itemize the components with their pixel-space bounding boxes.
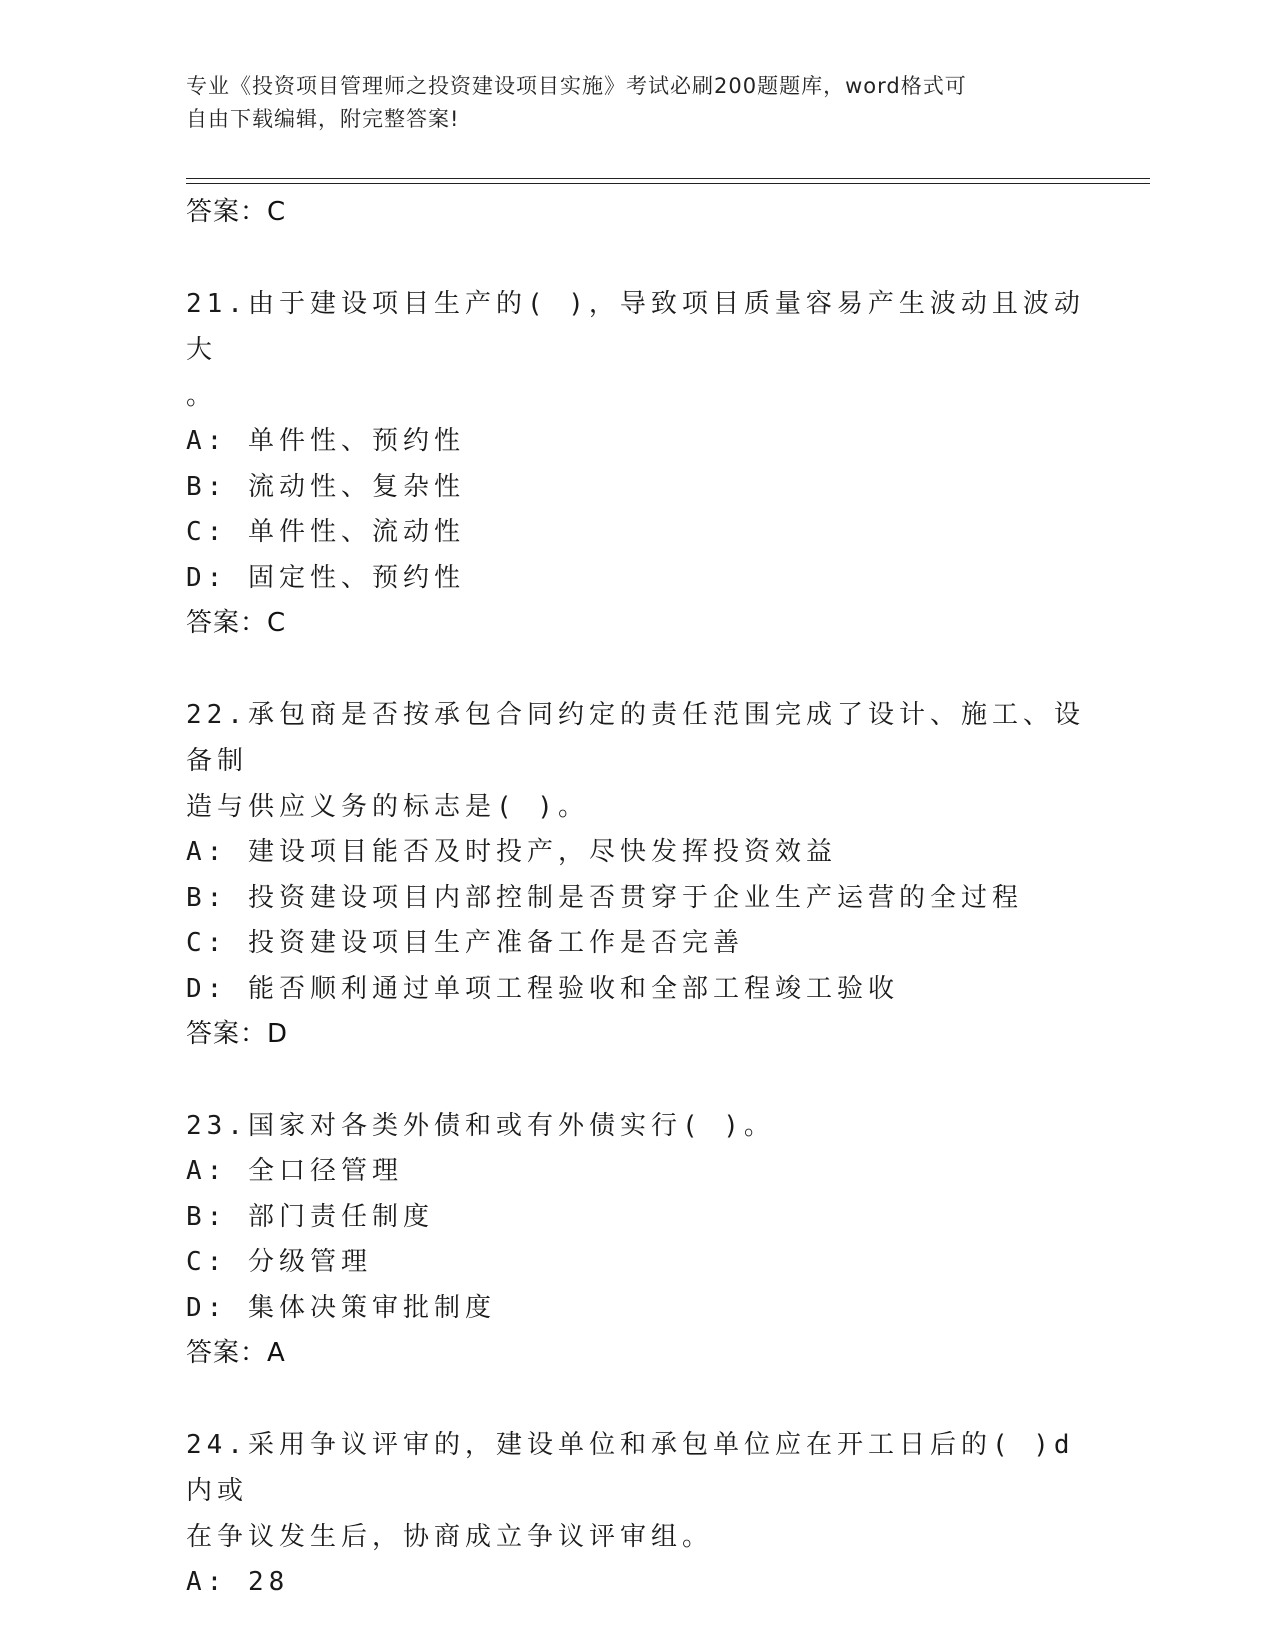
option-c: C: 单件性、流动性: [186, 517, 465, 547]
option-a: A: 全口径管理: [186, 1156, 403, 1186]
header-divider: [186, 178, 1150, 184]
question-block: [186, 1103, 1086, 1376]
answer-line: 答案：C: [186, 197, 287, 227]
header-line-2: 自由下载编辑，附完整答案!: [186, 107, 460, 131]
option-a: A: 单件性、预约性: [186, 426, 465, 456]
spacer: [186, 1376, 1086, 1422]
question-text: 。: [186, 381, 218, 411]
question-text: 21.由于建设项目生产的( )，导致项目质量容易产生波动且波动大: [186, 289, 1085, 365]
question-block: [186, 281, 1086, 646]
question-text: 造与供应义务的标志是( )。: [186, 792, 589, 822]
spacer: [186, 646, 1086, 692]
answer-line: 答案：A: [186, 1338, 286, 1368]
question-text: 23.国家对各类外债和或有外债实行( )。: [186, 1111, 775, 1141]
spacer: [186, 235, 1086, 281]
answer-line: 答案：C: [186, 608, 287, 638]
option-b: B: 投资建设项目内部控制是否贯穿于企业生产运营的全过程: [186, 882, 1023, 913]
option-b: B: 流动性、复杂性: [186, 471, 465, 502]
question-text: 在争议发生后，协商成立争议评审组。: [186, 1522, 714, 1552]
option-c: C: 分级管理: [186, 1247, 372, 1277]
option-b: B: 部门责任制度: [186, 1201, 434, 1232]
header-line-1: 专业《投资项目管理师之投资建设项目实施》考试必刷200题题库，word格式可: [186, 74, 967, 98]
answer-line: 答案：D: [186, 1019, 289, 1049]
option-d: D: 集体决策审批制度: [186, 1292, 496, 1323]
question-block: [186, 1422, 1086, 1606]
question-text: 22.承包商是否按承包合同约定的责任范围完成了设计、施工、设备制: [186, 700, 1085, 776]
question-list: [186, 190, 1086, 1606]
option-d: D: 固定性、预约性: [186, 562, 465, 593]
question-text: 24.采用争议评审的，建设单位和承包单位应在开工日后的( )d内或: [186, 1430, 1075, 1506]
option-a: A: 28: [186, 1567, 290, 1597]
option-a: A: 建设项目能否及时投产，尽快发挥投资效益: [186, 837, 837, 867]
option-c: C: 投资建设项目生产准备工作是否完善: [186, 928, 744, 958]
document-header: [186, 70, 1066, 136]
question-block: [186, 692, 1086, 1057]
option-d: D: 能否顺利通过单项工程验收和全部工程竣工验收: [186, 973, 899, 1004]
spacer: [186, 1057, 1086, 1103]
